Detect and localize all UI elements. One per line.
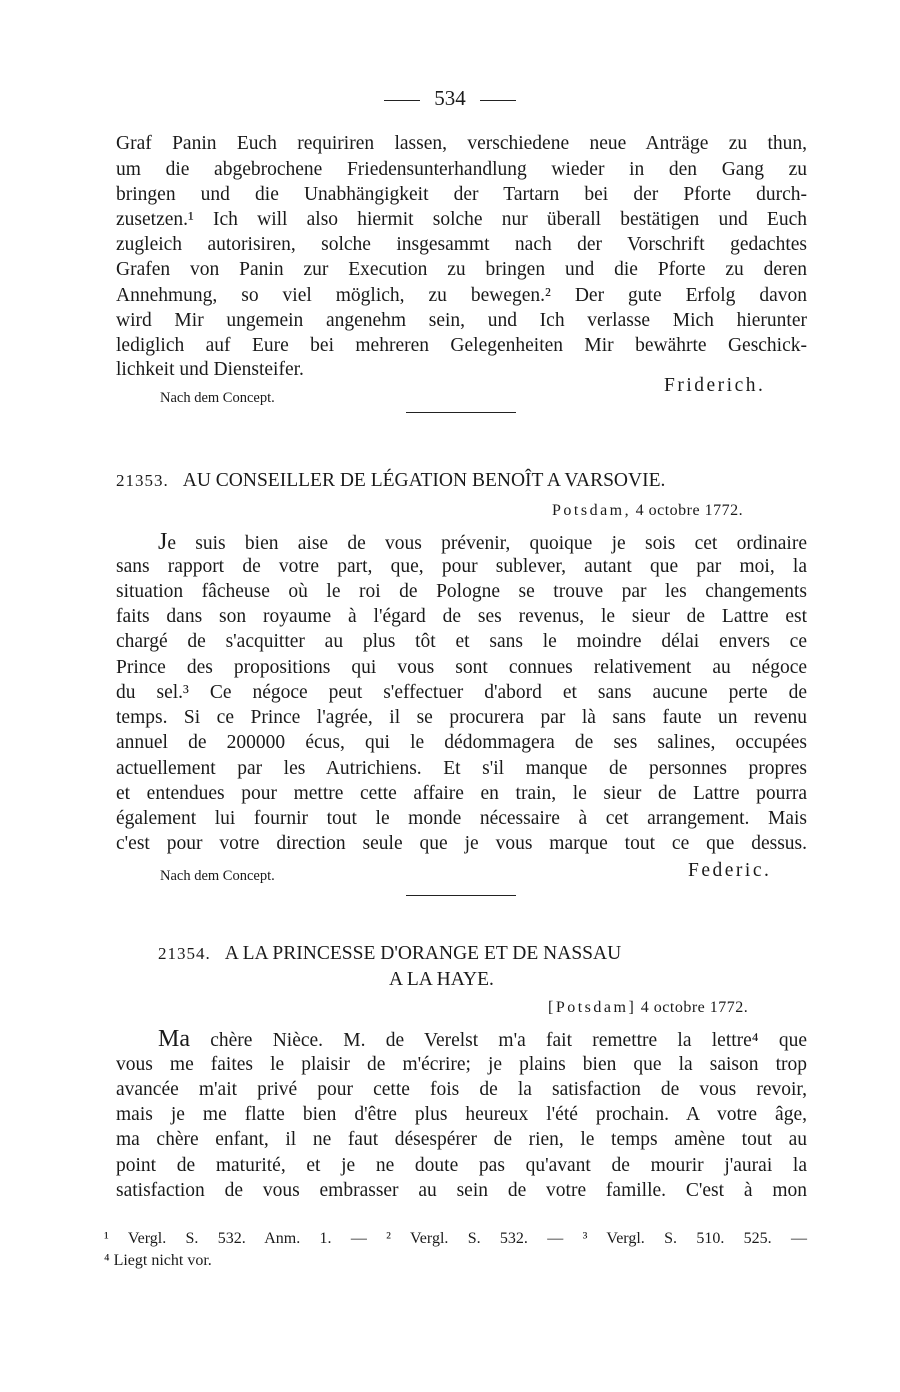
text-line: et entendues pour mettre cette affaire en train, le sieur de Lattre pourra bbox=[116, 783, 807, 804]
footnote-line: ¹ Vergl. S. 532. Anm. 1. — ² Vergl. S. 532. — ³ Vergl. S. 510. 525. — bbox=[104, 1230, 807, 1247]
letter-date bbox=[548, 997, 748, 1019]
text-line: Graf Panin Euch requiriren lassen, verschiedene neue Anträge zu thun, bbox=[116, 133, 807, 154]
letter-number: 21354. bbox=[158, 944, 211, 963]
page-number: 534 bbox=[434, 86, 466, 110]
text-line bbox=[158, 529, 807, 555]
text-line: lediglich auf Eure bei mehreren Gelegenheiten Mir bewährte Geschick- bbox=[116, 335, 807, 356]
source-note: Nach dem Concept. bbox=[160, 868, 275, 884]
source-note: Nach dem Concept. bbox=[160, 390, 275, 406]
date-text: 4 octobre 1772. bbox=[635, 502, 744, 519]
text-line: ma chère enfant, il ne faut désespérer de rien, le temps amène tout au bbox=[116, 1129, 807, 1150]
text-line: zusetzen.¹ Ich will also hiermit solche nur überall bestätigen und Euch bbox=[116, 209, 807, 230]
text-line: temps. Si ce Prince l'agrée, il se procurera par là sans faute un revenu bbox=[116, 707, 807, 728]
text-line: point de maturité, et je ne doute pas qu'avant de mourir j'aurai la bbox=[116, 1155, 807, 1176]
section-divider bbox=[406, 412, 516, 413]
text-line-content: e suis bien aise de vous prévenir, quoique je sois cet ordinaire bbox=[167, 533, 807, 554]
text-line-content: chère Nièce. M. de Verelst m'a fait remettre la lettre⁴ que bbox=[190, 1030, 807, 1051]
text-line: sans rapport de votre part, que, pour sublever, autant que par moi, la bbox=[116, 556, 807, 577]
signature: Federic. bbox=[688, 860, 772, 881]
drop-cap: Ma bbox=[158, 1026, 190, 1052]
text-line bbox=[158, 1026, 807, 1052]
text-line: mais je me flatte bien d'être plus heureux l'été prochain. A votre âge, bbox=[116, 1104, 807, 1125]
text-line: um die abgebrochene Friedensunterhandlung wieder in den Gang zu bbox=[116, 159, 807, 180]
drop-cap: J bbox=[158, 529, 168, 555]
text-line: Grafen von Panin zur Execution zu bringen und die Pforte zu deren bbox=[116, 259, 807, 280]
text-line: situation fâcheuse où le roi de Pologne se trouve par les changements bbox=[116, 581, 807, 602]
letter-number: 21353. bbox=[116, 471, 169, 490]
text-line: Annehmung, so viel möglich, zu bewegen.² Der gute Erfolg davon bbox=[116, 285, 807, 306]
text-line: c'est pour votre direction seule que je vous marque tout ce que dessus. bbox=[116, 833, 807, 854]
letter-heading bbox=[116, 468, 665, 494]
letter-title: AU CONSEILLER DE LÉGATION BENOÎT A VARSOVIE. bbox=[182, 470, 666, 491]
text-line: annuel de 200000 écus, qui le dédommagera de ses salines, occupées bbox=[116, 732, 807, 753]
text-line: également lui fournir tout le monde nécessaire à cet arrangement. Mais bbox=[116, 808, 807, 829]
text-line: bringen und die Unabhängigkeit der Tartarn bei der Pforte durch- bbox=[116, 184, 807, 205]
header-dash-left bbox=[384, 100, 420, 101]
date-place: [Potsdam] bbox=[548, 999, 637, 1016]
section-divider bbox=[406, 895, 516, 896]
header-dash-right bbox=[480, 100, 516, 101]
footnote-line: ⁴ Liegt nicht vor. bbox=[104, 1252, 212, 1269]
text-line: avancée m'ait privé pour cette fois de la satisfaction de vous revoir, bbox=[116, 1079, 807, 1100]
text-line: faits dans son royaume à l'égard de ses revenus, le sieur de Lattre est bbox=[116, 606, 807, 627]
text-line: lichkeit und Diensteifer. bbox=[116, 359, 304, 380]
letter-date bbox=[552, 500, 743, 522]
date-text: 4 octobre 1772. bbox=[640, 999, 749, 1016]
text-line: Prince des propositions qui vous sont connues relativement au négoce bbox=[116, 657, 807, 678]
signature: Friderich. bbox=[664, 375, 766, 396]
text-line: wird Mir ungemein angenehm sein, und Ich verlasse Mich hierunter bbox=[116, 310, 807, 331]
text-line: satisfaction de vous embrasser au sein de votre famille. C'est à mon bbox=[116, 1180, 807, 1201]
date-place: Potsdam, bbox=[552, 502, 632, 519]
letter-heading bbox=[158, 941, 621, 967]
text-line: chargé de s'acquitter au plus tôt et sans le moindre délai envers ce bbox=[116, 631, 807, 652]
text-line: vous me faites le plaisir de m'écrire; je plains bien que la saison trop bbox=[116, 1054, 807, 1075]
text-line: actuellement par les Autrichiens. Et s'il manque de personnes propres bbox=[116, 758, 807, 779]
text-line: zugleich autorisiren, solche insgesammt nach der Vorschrift gedachtes bbox=[116, 234, 807, 255]
page-header bbox=[0, 86, 900, 111]
text-line: du sel.³ Ce négoce peut s'effectuer d'abord et sans aucune perte de bbox=[116, 682, 807, 703]
letter-title-line-2: A LA HAYE. bbox=[389, 969, 494, 990]
letter-title: A LA PRINCESSE D'ORANGE ET DE NASSAU bbox=[224, 943, 622, 964]
